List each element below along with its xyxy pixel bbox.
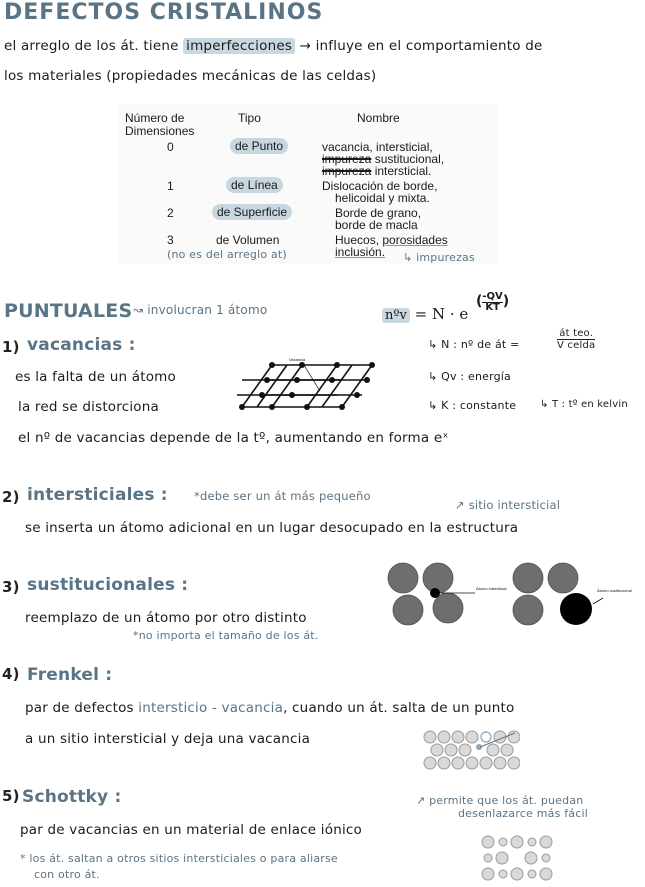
intersticiales-line-1: se inserta un átomo adicional en un lugar desocupado en la estructura xyxy=(25,520,519,536)
schottky-note-b: desenlazarce más fácil xyxy=(458,807,588,820)
vacancias-line-2: la red se distorciona xyxy=(18,399,159,415)
table-cell-nombre: Dislocación de borde, xyxy=(322,179,438,193)
table-cell-nombre: vacancia, intersticial, xyxy=(322,140,433,154)
section-heading-intersticiales: intersticiales : xyxy=(27,485,168,505)
section-heading-schottky: Schottky : xyxy=(22,787,122,807)
substitution-diagram xyxy=(383,560,641,630)
intersticiales-note: *debe ser un át más pequeño xyxy=(194,489,371,503)
formula-lhs: nºv xyxy=(382,308,410,323)
intersticiales-note-2: ↗ sitio intersticial xyxy=(455,498,561,512)
intro-text-b: influye en el comportamiento de xyxy=(315,38,543,54)
table-cell-nombre: borde de macla xyxy=(335,218,418,232)
section-number: 1) xyxy=(2,338,20,356)
table-cell-tipo: de Volumen xyxy=(216,233,280,247)
sustitucionales-note: *no importa el tamaño de los át. xyxy=(133,629,319,642)
section-heading-sustitucionales: sustitucionales : xyxy=(27,575,189,595)
table-note-right: ↳ impurezas xyxy=(403,251,475,264)
section-number: 3) xyxy=(2,578,20,596)
frenkel-line-1: par de defectos intersticio - vacancia, cuando un át. salta de un punto xyxy=(25,700,515,716)
table-cell-tipo: de Línea xyxy=(226,177,283,193)
vacancy-label: Vacancia xyxy=(289,357,306,362)
intro-highlight: imperfecciones xyxy=(183,38,295,54)
label-interstitial: Átomo intersticial xyxy=(476,586,507,591)
formula-n-fraction: át teo. V celda xyxy=(557,328,596,351)
table-cell-nombre: impureza sustitucional, xyxy=(322,152,445,166)
formula-k: ↳ K : constante xyxy=(428,399,517,412)
frenkel-highlight: intersticio - vacancia xyxy=(138,700,284,716)
table-header-tipo: Tipo xyxy=(238,111,261,125)
schottky-note-2-b: con otro át. xyxy=(34,868,100,881)
table-cell-nombre: inclusión. xyxy=(335,245,386,259)
vacancias-line-3: el nº de vacancias depende de la tº, aumentando en forma eˣ xyxy=(18,430,449,446)
schottky-note-2-a: * los át. saltan a otros sitios intersticiales o para aliarse xyxy=(20,852,338,865)
table-cell-tipo: de Punto xyxy=(230,138,288,154)
table-cell-dim: 1 xyxy=(167,179,174,193)
formula-exponent: ( $\frac{-QV}{KT}$ ) xyxy=(476,291,510,313)
page-title: DEFECTOS CRISTALINOS xyxy=(4,0,324,25)
table-header-dim-2: Dimensiones xyxy=(125,124,195,138)
section-number: 2) xyxy=(2,488,20,506)
intro-line-2: los materiales (propiedades mecánicas de las celdas) xyxy=(4,68,377,84)
vacancy-lattice-diagram xyxy=(232,355,382,413)
label-substitutional: Átomo sustitucional xyxy=(597,588,632,593)
schottky-diagram xyxy=(480,834,562,882)
schottky-note-a: ↗ permite que los át. puedan xyxy=(416,794,584,807)
table-cell-dim: 3 xyxy=(167,233,174,247)
formula-eq: = N · e xyxy=(414,305,469,323)
table-cell-dim: 0 xyxy=(167,140,174,154)
intro-line-1 xyxy=(4,38,543,54)
formula-t: ↳ T : tº en kelvin xyxy=(540,399,628,410)
arrow-icon: → xyxy=(299,38,312,54)
table-cell-nombre: Huecos, porosidades xyxy=(335,233,448,247)
frenkel-diagram xyxy=(420,728,520,772)
section-heading-vacancias: vacancias : xyxy=(27,335,136,355)
puntuales-note: ↝ involucran 1 átomo xyxy=(133,303,268,317)
table-note-left: (no es del arreglo at) xyxy=(167,248,287,261)
section-number: 4) xyxy=(2,665,20,683)
formula-qv: ↳ Qv : energía xyxy=(428,370,511,383)
sustitucionales-line-1: reemplazo de un átomo por otro distinto xyxy=(25,610,307,626)
vacancias-line-1: es la falta de un átomo xyxy=(15,369,176,385)
table-cell-dim: 2 xyxy=(167,206,174,220)
section-number: 5) xyxy=(2,787,20,805)
intro-text-a: el arreglo de los át. tiene xyxy=(4,38,179,54)
schottky-line-1: par de vacancias en un material de enlace iónico xyxy=(20,822,362,838)
frenkel-line-2: a un sitio intersticial y deja una vacancia xyxy=(25,731,311,747)
table-header-nombre: Nombre xyxy=(357,111,400,125)
table-header-dim-1: Número de xyxy=(125,111,185,125)
table-cell-tipo: de Superficie xyxy=(212,204,292,220)
formula-n-label: ↳ N : nº de át = xyxy=(428,338,520,351)
table-cell-nombre: helicoidal y mixta. xyxy=(335,191,430,205)
section-heading-frenkel: Frenkel : xyxy=(27,665,113,685)
table-cell-nombre: impureza intersticial. xyxy=(322,164,432,178)
defect-table xyxy=(117,104,499,264)
section-heading-puntuales: PUNTUALES xyxy=(4,300,133,322)
table-cell-nombre: Borde de grano, xyxy=(335,206,422,220)
formula xyxy=(382,305,468,323)
